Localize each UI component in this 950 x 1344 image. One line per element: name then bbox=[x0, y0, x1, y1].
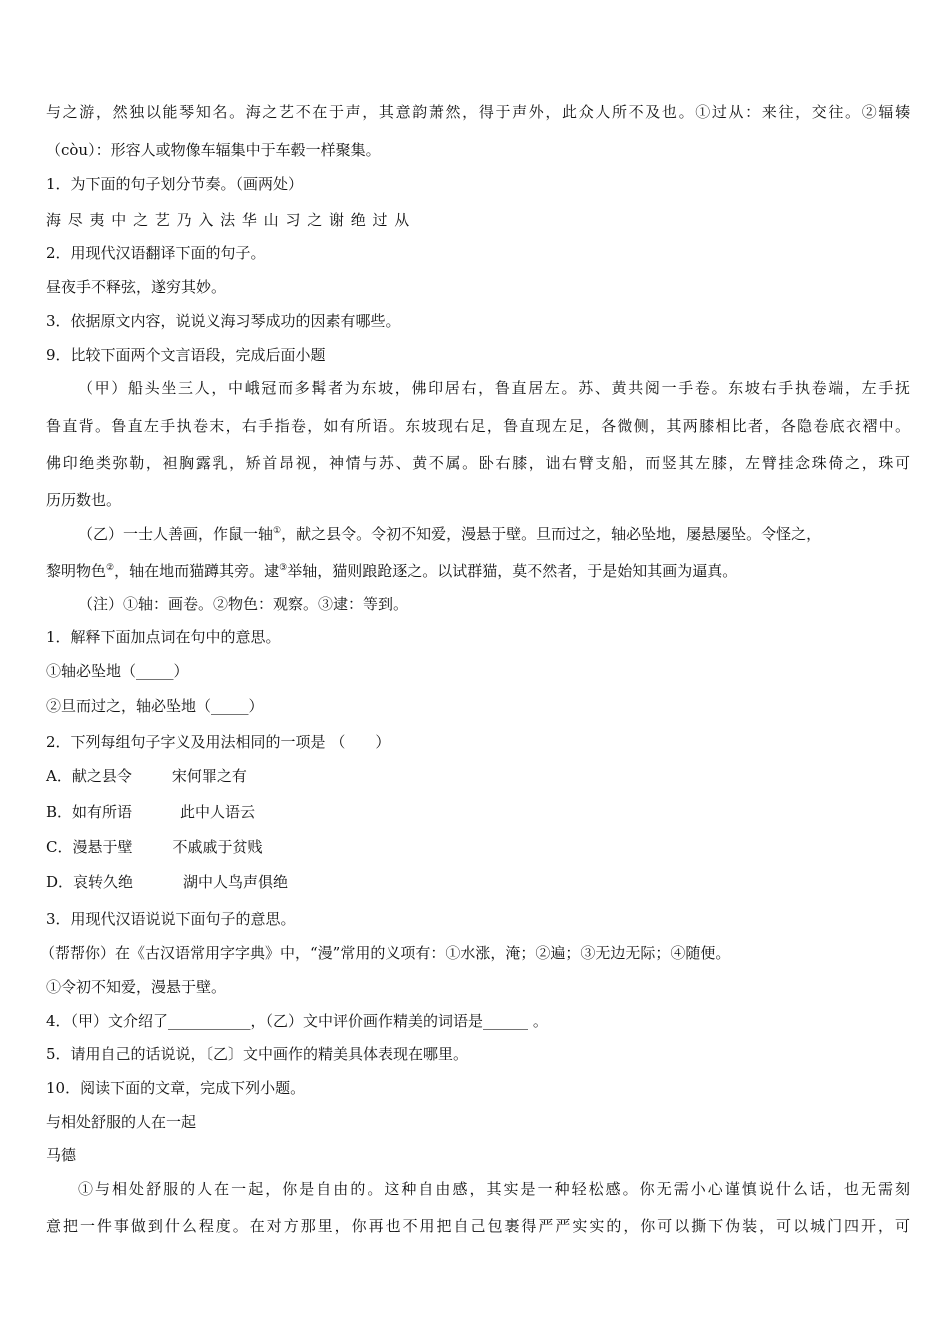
question-9-1-b: ②旦而过之，轴必坠地（_____） bbox=[46, 697, 264, 715]
translate-sentence: 昼夜手不释弦，遂穷其妙。 bbox=[46, 278, 227, 296]
question-8-2: 2．用现代汉语翻译下面的句子。 bbox=[46, 244, 266, 262]
question-10-title: 10．阅读下面的文章，完成下列小题。 bbox=[46, 1079, 306, 1097]
option-a-right: 宋何罪之有 bbox=[171, 767, 247, 785]
question-9-5: 5．请用自己的话说说，〔乙〕文中画作的精美具体表现在哪里。 bbox=[46, 1045, 469, 1063]
note-marker: ① bbox=[273, 526, 282, 536]
annotation-notes: （注）①轴：画卷。②物色：观察。③逮：等到。 bbox=[78, 595, 409, 613]
rhythm-sentence: 海 尽 夷 中 之 艺 乃 入 法 华 山 习 之 谢 绝 过 从 bbox=[46, 211, 411, 229]
question-8-1: 1．为下面的句子划分节奏。（画两处） bbox=[46, 175, 304, 193]
option-d-right: 湖中人鸟声俱绝 bbox=[183, 873, 289, 891]
article-paragraph-line: 意把一件事做到什么程度。在对方那里，你再也不用把自己包裹得严严实实的，你可以撕下伪装，可以城门四开，可 bbox=[46, 1217, 910, 1235]
passage-jia-line: 鲁直背。鲁直左手执卷末，右手指卷，如有所语。东坡现右足，鲁直现左足，各微侧，其两膝相比者，各隐卷底衣褶中。 bbox=[46, 417, 910, 435]
question-9-4: 4．（甲）文介绍了___________，（乙）文中评价画作精美的词语是______ 。 bbox=[46, 1012, 548, 1030]
passage-yi-line bbox=[46, 561, 910, 581]
option-d-left: D．哀转久绝 bbox=[46, 873, 134, 891]
passage-yi-text: （乙）一士人善画，作鼠一轴 bbox=[78, 525, 274, 543]
question-9-1-a: ①轴必坠地（_____） bbox=[46, 662, 189, 680]
translate-sentence: ①令初不知爱，漫悬于壁。 bbox=[46, 978, 227, 996]
question-8-3: 3．依据原文内容，说说义海习琴成功的因素有哪些。 bbox=[46, 312, 401, 330]
passage-yi-text: ，轴在地而猫蹲其旁。逮 bbox=[114, 562, 280, 580]
article-author: 马德 bbox=[46, 1146, 77, 1164]
option-d bbox=[46, 872, 910, 892]
question-9-title: 9．比较下面两个文言语段，完成后面小题 bbox=[46, 346, 326, 364]
option-c-right: 不戚戚于贫贱 bbox=[172, 838, 263, 856]
dictionary-hint: （帮帮你）在《古汉语常用字字典》中，“漫”常用的义项有：①水涨，淹；②遍；③无边无际；④随便。 bbox=[40, 944, 731, 962]
passage-jia-line: 历历数也。 bbox=[46, 491, 122, 509]
passage-yi-text: 黎明物色 bbox=[46, 562, 107, 580]
note-marker: ③ bbox=[279, 563, 288, 573]
option-a bbox=[46, 766, 910, 786]
passage-jia-line: （甲）船头坐三人，中峨冠而多髯者为东坡，佛印居右，鲁直居左。苏、黄共阅一手卷。东坡右手执卷端，左手抚 bbox=[78, 379, 910, 397]
passage-yi-line bbox=[78, 524, 910, 544]
option-c bbox=[46, 837, 910, 857]
passage-line: 与之游，然独以能琴知名。海之艺不在于声，其意韵萧然，得于声外，此众人所不及也。①过从：来往，交往。②辐辏 bbox=[46, 103, 910, 121]
article-paragraph-line: ①与相处舒服的人在一起，你是自由的。这种自由感，其实是一种轻松感。你无需小心谨慎说什么话，也无需刻 bbox=[78, 1180, 910, 1198]
passage-yi-text: 举轴，猫则踉跄逐之。以试群猫，莫不然者，于是始知其画为逼真。 bbox=[287, 562, 738, 580]
option-b-left: B．如有所语 bbox=[46, 803, 133, 821]
option-b-right: 此中人语云 bbox=[180, 803, 256, 821]
question-9-2: 2．下列每组句子字义及用法相同的一项是 （ ） bbox=[46, 733, 391, 751]
footnote-line: （còu）：形容人或物像车辐集中于车毂一样聚集。 bbox=[46, 141, 381, 159]
option-b bbox=[46, 802, 910, 822]
passage-yi-text: ，献之县令。令初不知爱，漫悬于壁。旦而过之，轴必坠地，屡悬屡坠。令怪之， bbox=[281, 525, 822, 543]
option-a-left: A．献之县令 bbox=[46, 767, 132, 785]
option-c-left: C．漫悬于壁 bbox=[46, 838, 133, 856]
question-9-1: 1．解释下面加点词在句中的意思。 bbox=[46, 628, 281, 646]
note-marker: ② bbox=[106, 563, 115, 573]
article-title: 与相处舒服的人在一起 bbox=[46, 1113, 197, 1131]
question-9-3: 3．用现代汉语说说下面句子的意思。 bbox=[46, 910, 296, 928]
passage-jia-line: 佛印绝类弥勒，袒胸露乳，矫首昂视，神情与苏、黄不属。卧右膝，诎右臂支船，而竖其左膝，左臂挂念珠倚之，珠可 bbox=[46, 454, 910, 472]
